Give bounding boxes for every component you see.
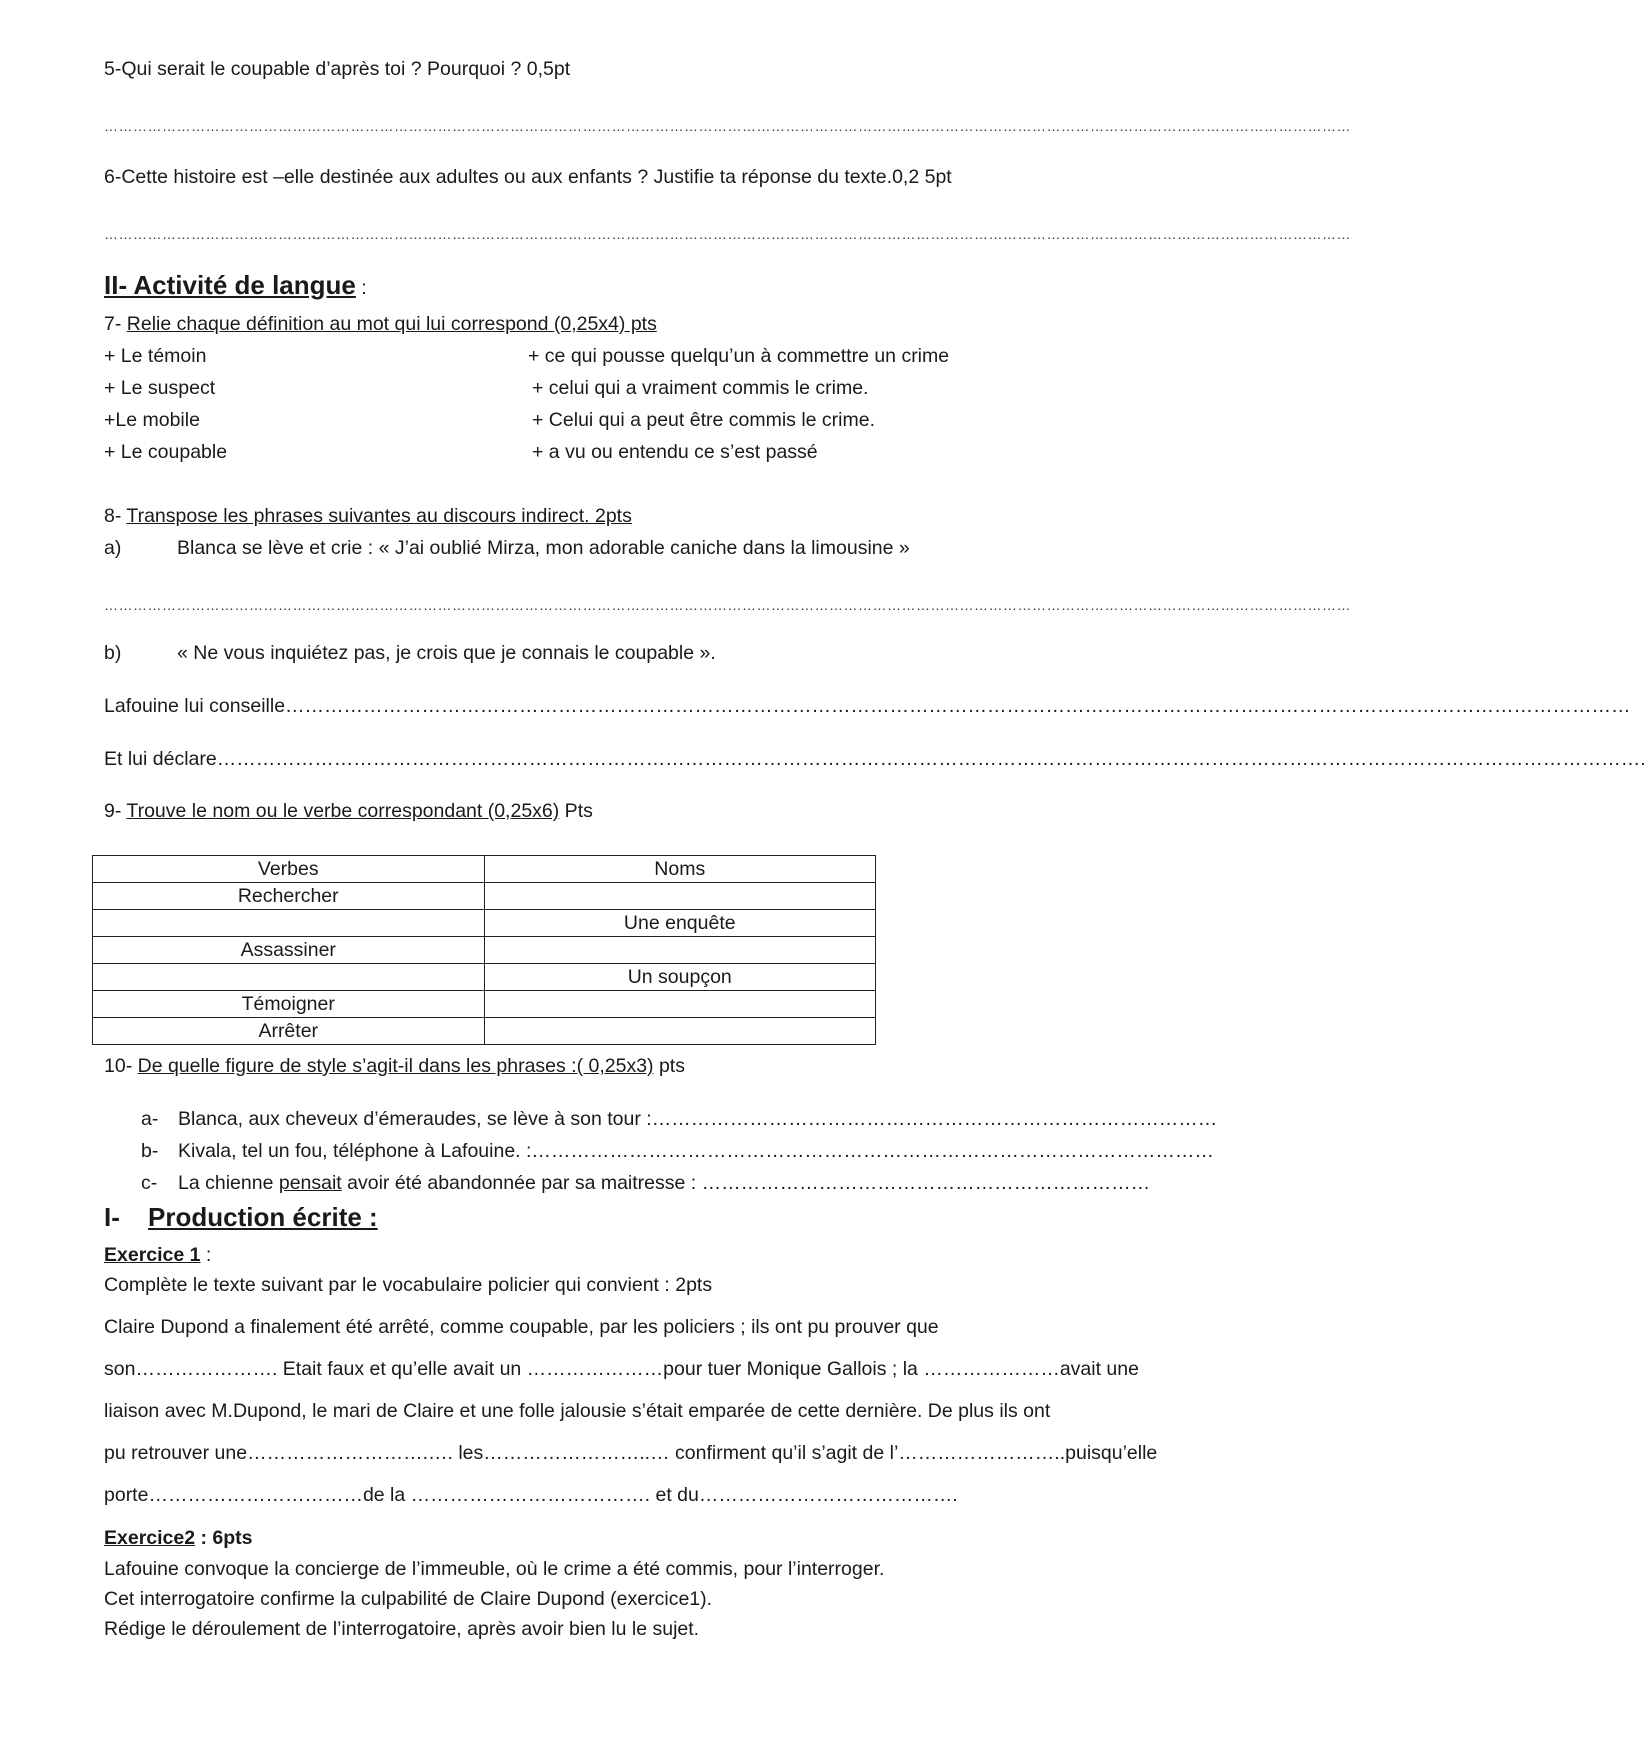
table-row (93, 883, 876, 910)
table-row (93, 1018, 876, 1045)
item-b-label: b) (104, 642, 122, 664)
question-8: 8- Transpose les phrases suivantes au discours indirect. 2pts (104, 505, 632, 527)
question-5: 5-Qui serait le coupable d’après toi ? Pourquoi ? 0,5pt (104, 58, 571, 80)
match-definition[interactable]: + Celui qui a peut être commis le crime. (532, 409, 876, 431)
item-a-sentence: Blanca se lève et crie : « J’ai oublié Mirza, mon adorable caniche dans la limousine » (177, 537, 910, 559)
table-header-row (93, 856, 876, 883)
noun-cell[interactable]: Un soupçon (484, 964, 876, 991)
exercise-1-heading: Exercice 1 : (104, 1244, 212, 1266)
answer-line-5[interactable]: …………………………………………………………………………………………………………………………………………………………………………………………………………………………………… (104, 118, 1351, 134)
noun-cell[interactable] (484, 1018, 876, 1045)
item-b-sentence: « Ne vous inquiétez pas, je crois que je connais le coupable ». (177, 642, 716, 664)
exercise-2-line: Cet interrogatoire confirme la culpabilité de Claire Dupond (exercice1). (104, 1588, 713, 1610)
verb-cell[interactable] (93, 910, 485, 937)
answer-line-8a[interactable]: …………………………………………………………………………………………………………………………………………………………………………………………………………………………………… (104, 597, 1351, 613)
exercise-2-line: Lafouine convoque la concierge de l’immeuble, où le crime a été commis, pour l’interroger. (104, 1558, 885, 1580)
header-verbes: Verbes (93, 856, 485, 883)
exercise-1-text-line: liaison avec M.Dupond, le mari de Claire et une folle jalousie s’était emparée de cette dernière. De plus ils ont (104, 1400, 1051, 1422)
question-6: 6-Cette histoire est –elle destinée aux adultes ou aux enfants ? Justifie ta réponse du texte.0,2 5pt (104, 166, 952, 188)
match-word[interactable]: + Le coupable (104, 441, 228, 463)
item-b-label: b- (141, 1140, 159, 1162)
exercise-1-text-line: Claire Dupond a finalement été arrêté, comme coupable, par les policiers ; ils ont pu prouver que (104, 1316, 939, 1338)
exercise-1-instruction: Complète le texte suivant par le vocabulaire policier qui convient : 2pts (104, 1274, 713, 1296)
verb-cell[interactable]: Assassiner (93, 937, 485, 964)
section-2-heading (104, 270, 367, 301)
section-2-suffix: : (355, 277, 367, 299)
match-definition[interactable]: + a vu ou entendu ce s’est passé (532, 441, 818, 463)
noun-cell[interactable] (484, 937, 876, 964)
noun-cell[interactable] (484, 991, 876, 1018)
exercise-1-text-line[interactable]: pu retrouver une……………………….…. les……………………..… confirment qu’il s’agit de l’……………………..puisqu’elle (104, 1442, 1158, 1464)
table-row (93, 991, 876, 1018)
question-10: 10- De quelle figure de style s’agit-il dans les phrases :( 0,25x3) pts (104, 1055, 685, 1077)
table-row (93, 964, 876, 991)
match-definition[interactable]: + celui qui a vraiment commis le crime. (532, 377, 869, 399)
item-c-label: c- (141, 1172, 158, 1194)
verb-cell[interactable]: Témoigner (93, 991, 485, 1018)
table-row (93, 910, 876, 937)
figure-item-c[interactable]: La chienne pensait avoir été abandonnée par sa maitresse : …………………………………………………………… (178, 1172, 1151, 1194)
match-word[interactable]: +Le mobile (104, 409, 200, 431)
match-definition[interactable]: + ce qui pousse quelqu’un à commettre un crime (528, 345, 950, 367)
item-a-label: a) (104, 537, 122, 559)
question-7: 7- Relie chaque définition au mot qui lui correspond (0,25x4) pts (104, 313, 657, 335)
section-1-title: Production écrite : (148, 1202, 378, 1232)
section-2-title: II- Activité de langue (104, 270, 356, 300)
verb-cell[interactable] (93, 964, 485, 991)
exercise-1-text-line[interactable]: porte……………………………de la ………………………………. et du…………………………………. (104, 1484, 958, 1506)
section-1-label: I- (104, 1202, 120, 1232)
exercise-2-line: Rédige le déroulement de l’interrogatoire, après avoir bien lu le sujet. (104, 1618, 700, 1640)
figure-item-a[interactable]: Blanca, aux cheveux d’émeraudes, se lève à son tour :…………………………………………………………………………… (178, 1108, 1218, 1130)
answer-line-6[interactable]: …………………………………………………………………………………………………………………………………………………………………………………………………………………………………… (104, 226, 1351, 242)
answer-line-8b-1[interactable]: Lafouine lui conseille……………………………………………………………………………………………………………………………………………………………………………………… (104, 695, 1631, 717)
item-a-label: a- (141, 1108, 159, 1130)
verb-noun-table (92, 855, 876, 1045)
exercise-1-text-line[interactable]: son…………………. Etait faux et qu’elle avait un …………………pour tuer Monique Gallois ; la …………………avait une (104, 1358, 1139, 1380)
question-9: 9- Trouve le nom ou le verbe correspondant (0,25x6) Pts (104, 800, 593, 822)
exercise-2-heading: Exercice2 : 6pts (104, 1527, 253, 1549)
header-noms: Noms (484, 856, 876, 883)
table-row (93, 937, 876, 964)
noun-cell[interactable] (484, 883, 876, 910)
verb-cell[interactable]: Rechercher (93, 883, 485, 910)
figure-item-b[interactable]: Kivala, tel un fou, téléphone à Lafouine. :…………………………………………………………………………………………… (178, 1140, 1214, 1162)
noun-cell[interactable]: Une enquête (484, 910, 876, 937)
answer-line-8b-2[interactable]: Et lui déclare…………………………………………………………………………………………………………………………………………………………………………………………………. (104, 748, 1646, 770)
match-word[interactable]: + Le témoin (104, 345, 207, 367)
match-word[interactable]: + Le suspect (104, 377, 216, 399)
verb-cell[interactable]: Arrêter (93, 1018, 485, 1045)
